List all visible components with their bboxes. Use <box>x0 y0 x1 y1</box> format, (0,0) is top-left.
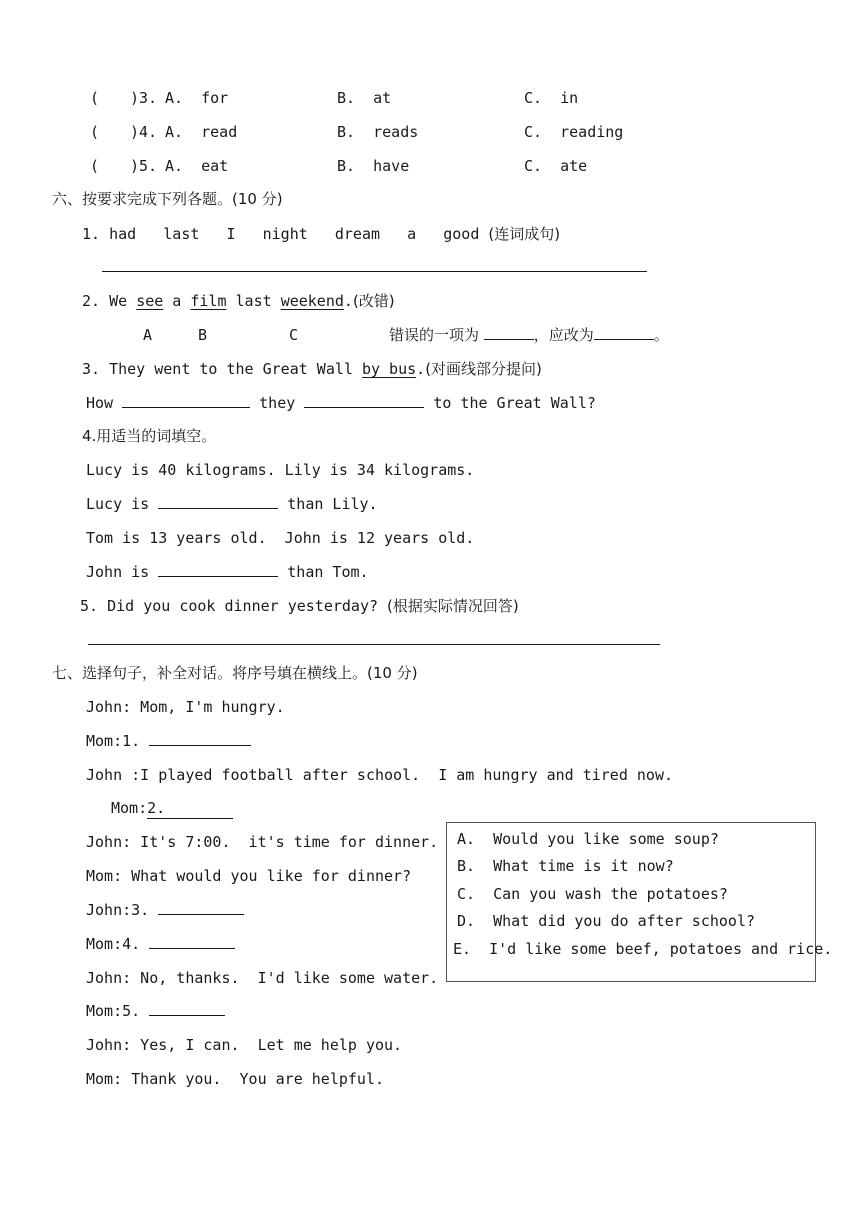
dialogue-line <box>86 1001 225 1021</box>
q5-answer-line[interactable] <box>88 644 660 645</box>
q3-instruction: (对画线部分提问) <box>425 360 542 378</box>
q3-underlined: by bus <box>361 360 417 378</box>
q2-line <box>82 291 395 311</box>
q2-label-b: B <box>198 326 208 344</box>
dialogue-line: John: It's 7:00. it's time for dinner. <box>86 833 439 851</box>
q2-text: 2. We <box>82 292 137 310</box>
q2-error-blank[interactable] <box>484 325 534 340</box>
q2-fix-label: ，应改为 <box>533 326 594 344</box>
dialogue-blank-4[interactable] <box>149 934 235 949</box>
option-d: D. What did you do after school? <box>457 912 756 930</box>
dialogue-line: Mom: Thank you. You are helpful. <box>86 1070 385 1088</box>
q2-error-label: 错误的一项为 <box>389 326 480 344</box>
dialogue-line: John: Mom, I'm hungry. <box>86 698 285 716</box>
dialogue-line: John: No, thanks. I'd like some water. <box>86 969 439 987</box>
q5-text: 5. Did you cook dinner yesterday? <box>80 597 379 615</box>
q2-instruction: (改错) <box>352 292 395 310</box>
q4-title: 4.用适当的词填空。 <box>82 427 217 445</box>
dialogue-line <box>86 900 244 920</box>
dialogue-number: 2. <box>147 799 166 817</box>
option-b: B. have <box>337 157 410 175</box>
option-b: B. at <box>337 89 392 107</box>
dialogue-line <box>86 731 251 751</box>
option-e: E. I'd like some beef, potatoes and rice. <box>453 940 833 958</box>
q4-line-4 <box>86 562 369 582</box>
option-b: B. reads <box>337 123 419 141</box>
q2-answer-line <box>389 325 669 345</box>
dialogue-line: Mom: What would you like for dinner? <box>86 867 412 885</box>
answer-paren[interactable]: ( <box>90 157 100 175</box>
q2-fix-blank[interactable] <box>594 325 654 340</box>
q2-end: 。 <box>653 326 669 344</box>
question-number: )3. <box>130 89 158 107</box>
dialogue-blank-3[interactable] <box>158 900 244 915</box>
q1-instruction: (连词成句) <box>488 225 561 243</box>
option-c: C. Can you wash the potatoes? <box>457 885 728 903</box>
option-b: B. What time is it now? <box>457 857 674 875</box>
dialogue-line <box>86 934 235 954</box>
q2-text: a <box>163 292 191 310</box>
dialogue-text: Mom:4. <box>86 935 141 953</box>
q3-line <box>82 359 542 379</box>
q1-line <box>82 224 560 244</box>
q5-instruction: (根据实际情况回答) <box>387 597 519 615</box>
q4-blank-2[interactable] <box>158 562 278 577</box>
q2-text: last <box>226 292 281 310</box>
q2-word-film: film <box>190 292 227 310</box>
q4-text: than Lily. <box>287 495 378 513</box>
q3-blank-2[interactable] <box>304 393 424 408</box>
dialogue-line <box>111 798 233 819</box>
q4-text: Lucy is <box>86 495 150 513</box>
option-c: C. reading <box>524 123 624 141</box>
q4-line-1: Lucy is 40 kilograms. Lily is 34 kilograms. <box>86 461 475 479</box>
q1-words: 1. had last I night dream a good <box>82 225 480 243</box>
q4-line-2 <box>86 494 378 514</box>
dialogue-blank-2[interactable] <box>147 798 233 819</box>
q3-answer-line <box>86 393 596 413</box>
question-number: )5. <box>130 157 158 175</box>
section-7-heading: 七、选择句子，补全对话。将序号填在横线上。(10 分) <box>52 664 418 682</box>
dialogue-text: Mom:5. <box>86 1002 141 1020</box>
q3-text: . <box>416 360 426 378</box>
dialogue-line: John :I played football after school. I am hungry and tired now. <box>86 766 673 784</box>
q3-how: How <box>86 394 114 412</box>
q5-line <box>80 596 519 616</box>
dialogue-blank-5[interactable] <box>149 1001 225 1016</box>
q3-text: 3. They went to the Great Wall <box>82 360 362 378</box>
option-a: A. eat <box>165 157 229 175</box>
answer-paren[interactable]: ( <box>90 123 100 141</box>
section-6-heading: 六、按要求完成下列各题。(10 分) <box>52 190 283 208</box>
q4-text: than Tom. <box>287 563 369 581</box>
q2-word-weekend: weekend <box>280 292 344 310</box>
q3-blank-1[interactable] <box>122 393 250 408</box>
dialogue-blank-1[interactable] <box>149 731 251 746</box>
option-a: A. read <box>165 123 238 141</box>
dialogue-text: Mom: <box>111 799 148 817</box>
option-c: C. in <box>524 89 579 107</box>
option-c: C. ate <box>524 157 588 175</box>
dialogue-text: Mom:1. <box>86 732 141 750</box>
options-box <box>446 822 833 982</box>
q2-word-see: see <box>136 292 164 310</box>
q3-they: they <box>259 394 296 412</box>
option-a: A. Would you like some soup? <box>457 830 719 848</box>
q4-line-3: Tom is 13 years old. John is 12 years old. <box>86 529 475 547</box>
q2-label-a: A <box>143 326 153 344</box>
question-number: )4. <box>130 123 158 141</box>
q2-text: . <box>343 292 353 310</box>
option-a: A. for <box>165 89 229 107</box>
q1-answer-line[interactable] <box>102 271 647 272</box>
q2-label-c: C <box>289 326 299 344</box>
q4-text: John is <box>86 563 150 581</box>
q3-end: to the Great Wall? <box>433 394 596 412</box>
answer-paren[interactable]: ( <box>90 89 100 107</box>
dialogue-line: John: Yes, I can. Let me help you. <box>86 1036 403 1054</box>
dialogue-text: John:3. <box>86 901 150 919</box>
q4-blank-1[interactable] <box>158 494 278 509</box>
